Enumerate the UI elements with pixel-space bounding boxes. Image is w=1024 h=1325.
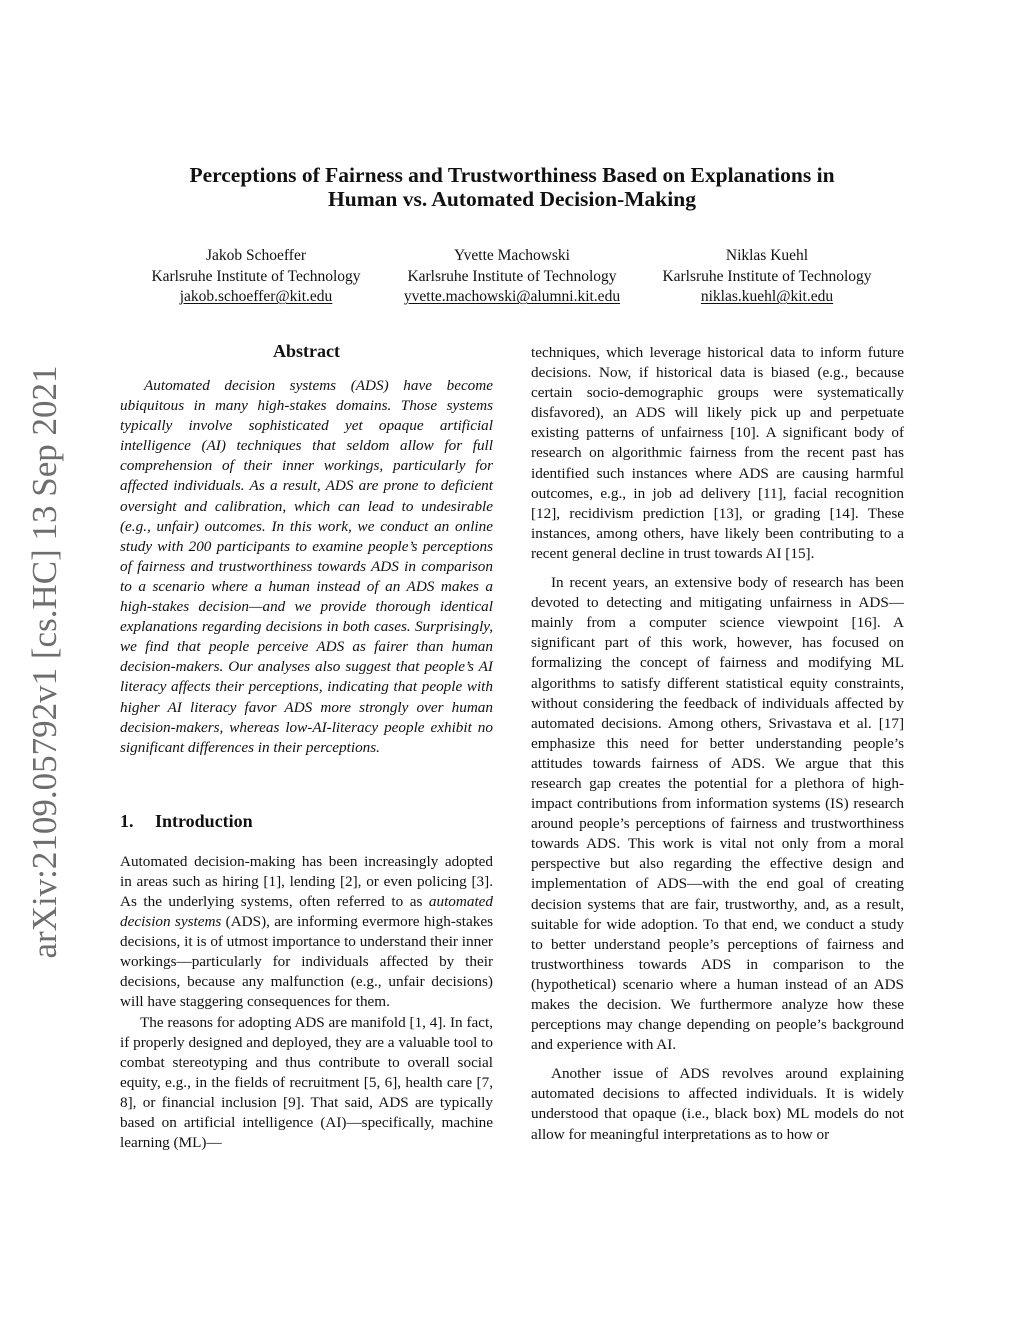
author-affiliation: Karlsruhe Institute of Technology [407, 267, 617, 285]
author-block [145, 246, 367, 308]
author-email-link[interactable]: yvette.machowski@alumni.kit.edu [403, 288, 621, 305]
abstract-heading: Abstract [273, 341, 340, 361]
intro-paragraph-2-continued: techniques, which leverage historical data to inform future decisions. Now, if historical data is biased (e.g., because certain socio-demographic groups were systematically disfavored), an ADS will likely pick up and perpetuate existing patterns of unfairness [10]. A significant body of research on algorithmic fairness from the recent past has identified such instances where ADS are causing harmful outcomes, e.g., in job ad delivery [11], facial recognition [12], recidivism prediction [13], or grading [14]. These instances, among others, have likely been contributing to a recent general decline in trust towards AI [15]. [531, 344, 904, 562]
author-name: Niklas Kuehl [725, 247, 809, 264]
section-number: 1. [120, 810, 134, 831]
author-email-link[interactable]: niklas.kuehl@kit.edu [700, 288, 834, 305]
abstract-text: Automated decision systems (ADS) have become ubiquitous in many high-stakes domains. Those systems typically involve sophisticated yet opaque artificial intelligence (AI) techniques that seldom allow for full comprehension of their inner workings, particularly for affected individuals. As a result, ADS are prone to deficient oversight and calibration, which can lead to undesirable (e.g., unfair) outcomes. In this work, we conduct an online study with 200 participants to examine people’s perceptions of fairness and trustworthiness towards ADS in comparison to a scenario where a human instead of an ADS makes a high-stakes decision—and we provide thorough identical explanations regarding decisions in both cases. Surprisingly, we find that people perceive ADS as fairer than human decision-makers. Our analyses also suggest that people’s AI literacy affects their perceptions, indicating that people with higher AI literacy favor ADS more strongly over human decision-makers, whereas low-AI-literacy people exhibit no significant differences in their perceptions. [120, 377, 493, 756]
author-block [652, 246, 882, 308]
emphasis-term: automated decision systems [120, 892, 493, 931]
author-email-link[interactable]: jakob.schoeffer@kit.edu [179, 288, 333, 305]
right-column [531, 343, 904, 1145]
intro-paragraph-2: The reasons for adopting ADS are manifold [1, 4]. In fact, if properly designed and deployed, they are a valuable tool to combat stereotyping and thus contribute to overall social equity, e.g., in the fields of recruitment [5, 6], health care [7, 8], or financial inclusion [9]. That said, ADS are typically based on artificial intelligence (AI)—specifically, machine learning (ML)— [120, 1013, 494, 1152]
author-affiliation: Karlsruhe Institute of Technology [151, 267, 361, 285]
author-block [397, 246, 627, 308]
arxiv-sidebar-stamp: arXiv:2109.05792v1 [cs.HC] 13 Sep 2021 [25, 365, 64, 959]
section-title: Introduction [155, 810, 253, 831]
author-affiliation: Karlsruhe Institute of Technology [662, 267, 872, 285]
author-name: Jakob Schoeffer [205, 247, 306, 264]
left-column [120, 340, 493, 1153]
intro-paragraph-4: Another issue of ADS revolves around explaining automated decisions to affected individuals. It is widely understood that opaque (i.e., black box) ML models do not allow for meaningful interpretations as to how or [531, 1065, 904, 1143]
paper-title [100, 163, 924, 211]
title-line-2: Human vs. Automated Decision-Making [328, 187, 696, 211]
section-heading [120, 810, 493, 832]
intro-paragraph-3: In recent years, an extensive body of research has been devoted to detecting and mitigating unfairness in ADS—mainly from a computer science viewpoint [16]. A significant part of this work, however, has focused on formalizing the concept of fairness and modifying ML algorithms to satisfy different statistical equity constraints, without considering the feedback of individuals affected by automated decisions. Among others, Srivastava et al. [17] emphasize this need for better understanding people’s attitudes towards fairness of ADS. We argue that this research gap creates the potential for a plethora of high-impact contributions from information systems (IS) research around people’s perceptions of fairness and trustworthiness towards ADS. This work is vital not only from a moral perspective but also regarding the effective design and implementation of ADS—with the end goal of creating decision systems that are fair, trustworthy, and, as a result, suitable for wide adoption. To that end, we conduct a study to better understand people’s perceptions of fairness and trustworthiness towards ADS in comparison to the (hypothetical) scenario where a human instead of an ADS makes the decision. We furthermore analyze how these perceptions may change depending on people’s background and experience with AI. [531, 574, 904, 1054]
title-line-1: Perceptions of Fairness and Trustworthiness Based on Explanations in [189, 163, 835, 187]
intro-paragraph-1: Automated decision-making has been increasingly adopted in areas such as hiring [1], lending [2], or even policing [3]. As the underlying systems, often referred to as automated decision systems (ADS), are informing evermore high-stakes decisions, it is of utmost importance to understand their inner workings—particularly for individuals affected by their decisions, because any malfunction (e.g., unfair decisions) will have staggering consequences for them. [120, 852, 494, 1011]
author-name: Yvette Machowski [454, 247, 570, 264]
